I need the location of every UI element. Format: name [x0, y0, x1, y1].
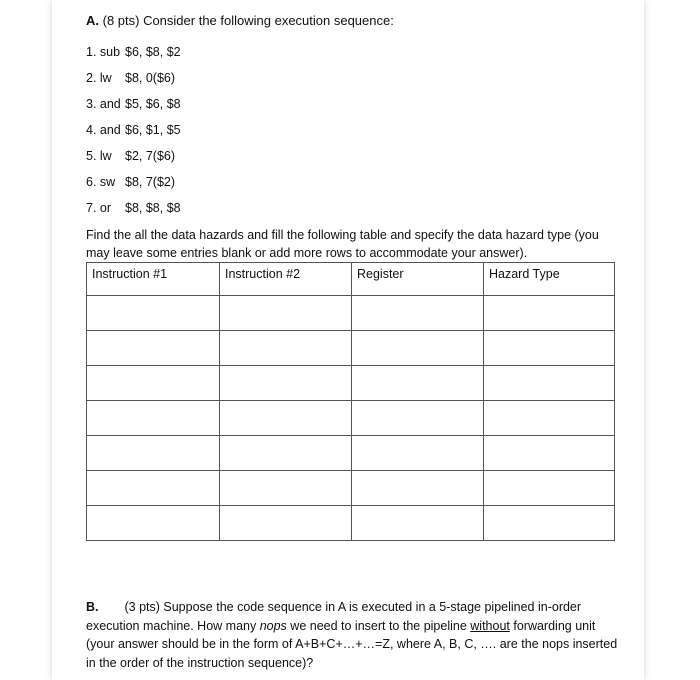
- table-cell[interactable]: [220, 296, 352, 331]
- instruction-operands: $2, 7($6): [125, 149, 176, 163]
- instruction-number: 4. and: [86, 123, 121, 137]
- header-instruction-2: Instruction #2: [220, 263, 352, 296]
- table-row: [87, 366, 615, 401]
- table-cell[interactable]: [352, 296, 484, 331]
- instruction-number: 1. sub: [86, 45, 121, 59]
- table-cell[interactable]: [352, 366, 484, 401]
- table-cell[interactable]: [484, 506, 615, 541]
- table-row: [87, 436, 615, 471]
- instruction-operands: $6, $8, $2: [125, 45, 181, 59]
- table-cell[interactable]: [352, 506, 484, 541]
- table-cell[interactable]: [87, 436, 220, 471]
- table-cell[interactable]: [220, 401, 352, 436]
- hazard-table: [86, 262, 615, 541]
- table-row: [87, 331, 615, 366]
- part-b-text-1: (3 pts) Suppose the code sequence in A is executed in a 5-stage pipelined in-order execution machine. How many: [86, 600, 582, 633]
- instruction-line: [86, 149, 176, 163]
- table-cell[interactable]: [87, 296, 220, 331]
- instruction-operands: $8, 7($2): [125, 175, 176, 189]
- table-row: [87, 506, 615, 541]
- instruction-line: [86, 175, 176, 189]
- part-a-label: A.: [86, 13, 99, 28]
- table-cell[interactable]: [87, 401, 220, 436]
- instruction-operands: $6, $1, $5: [125, 123, 181, 137]
- instruction-number: 6. sw: [86, 175, 116, 189]
- table-cell[interactable]: [484, 331, 615, 366]
- table-cell[interactable]: [352, 331, 484, 366]
- instruction-line: [86, 123, 181, 137]
- header-hazard-type: Hazard Type: [484, 263, 615, 296]
- table-cell[interactable]: [87, 366, 220, 401]
- table-cell[interactable]: [87, 471, 220, 506]
- instruction-number: 7. or: [86, 201, 112, 215]
- table-cell[interactable]: [484, 296, 615, 331]
- part-b-question: [86, 598, 626, 672]
- table-cell[interactable]: [484, 471, 615, 506]
- table-cell[interactable]: [484, 436, 615, 471]
- table-cell[interactable]: [484, 401, 615, 436]
- instruction-line: [86, 97, 181, 111]
- table-cell[interactable]: [220, 331, 352, 366]
- part-a-title: (8 pts) Consider the following execution sequence:: [99, 13, 394, 28]
- part-b-text-3: forwarding unit (your answer should be in the form of A+B+C+…+…=Z, where A, B, C, …. are the nops inserted in the order of the instruction sequence)?: [86, 618, 618, 670]
- header-instruction-1: Instruction #1: [87, 263, 220, 296]
- header-register: Register: [352, 263, 484, 296]
- table-header-row: [87, 263, 615, 296]
- table-cell[interactable]: [87, 331, 220, 366]
- table-row: [87, 471, 615, 506]
- part-a-heading: [86, 13, 394, 28]
- instruction-operands: $5, $6, $8: [125, 97, 181, 111]
- table-cell[interactable]: [220, 436, 352, 471]
- table-cell[interactable]: [352, 436, 484, 471]
- table-cell[interactable]: [87, 506, 220, 541]
- instruction-line: [86, 45, 181, 59]
- table-prompt: Find the all the data hazards and fill the following table and specify the data hazard type (you may leave some entries blank or add more rows to accommodate your answer).: [86, 228, 599, 260]
- instruction-number: 5. lw: [86, 149, 112, 163]
- table-row: [87, 296, 615, 331]
- instruction-number: 3. and: [86, 97, 121, 111]
- table-cell[interactable]: [220, 506, 352, 541]
- table-cell[interactable]: [220, 366, 352, 401]
- instruction-number: 2. lw: [86, 71, 112, 85]
- table-cell[interactable]: [220, 471, 352, 506]
- part-b-nops: nops: [259, 618, 287, 633]
- table-cell[interactable]: [484, 366, 615, 401]
- instruction-line: [86, 201, 181, 215]
- part-b-label: B.: [86, 600, 99, 614]
- table-cell[interactable]: [352, 471, 484, 506]
- part-b-text-2: we need to insert to the pipeline: [286, 618, 471, 633]
- part-b-without: without: [470, 618, 510, 633]
- table-row: [87, 401, 615, 436]
- instruction-operands: $8, 0($6): [125, 71, 176, 85]
- instruction-operands: $8, $8, $8: [125, 201, 181, 215]
- instruction-line: [86, 71, 176, 85]
- table-cell[interactable]: [352, 401, 484, 436]
